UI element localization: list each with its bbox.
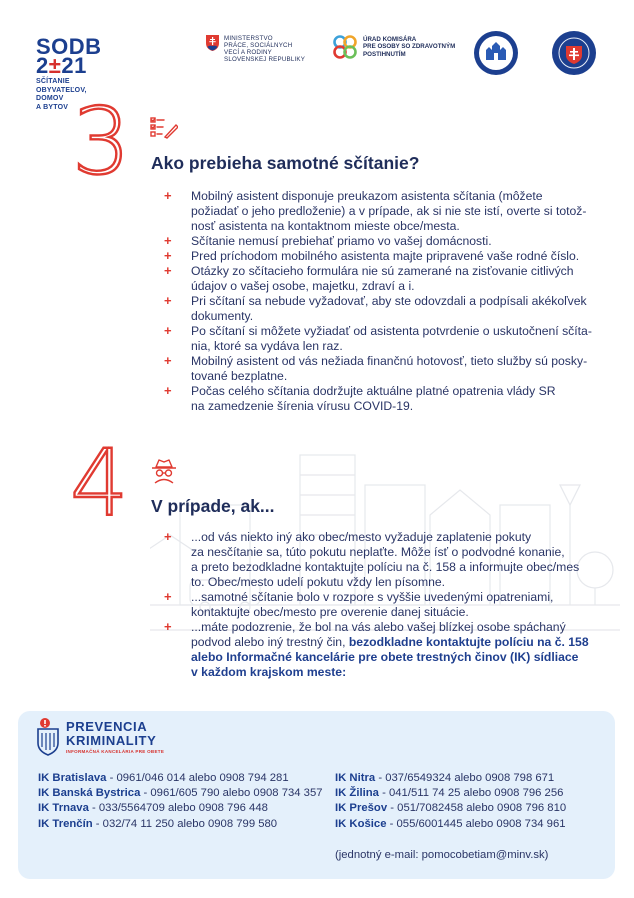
union-of-towns-seal — [473, 30, 519, 76]
sodb-sub-line: DOMOV — [36, 95, 64, 102]
spy-icon — [150, 458, 178, 484]
contact-email: (jednotný e-mail: pomocobetiam@minv.sk) — [335, 849, 549, 861]
section3-list — [191, 189, 596, 414]
section3-heading: Ako prebieha samotné sčítanie? — [151, 153, 420, 173]
prevention-shield-icon — [36, 717, 62, 757]
contact-row: IK Trnava - 033/5564709 alebo 0908 796 448 — [38, 802, 268, 815]
list-item: + ...samotné sčítanie bolo v rozpore s vyššie uvedenými opatreniami, kontaktujte obec/mesto pre overenie danej situácie. — [191, 590, 596, 620]
sodb-year-21: 21 — [61, 53, 87, 78]
sodb-sub-line: OBYVATEĽOV, — [36, 86, 87, 94]
contacts-left — [38, 771, 323, 832]
rings-icon — [331, 34, 359, 60]
list-item: + Pri sčítaní sa nebude vyžadovať, aby ste odovzdali a podpísali akékoľvek dokumenty. — [191, 294, 596, 324]
section4-heading: V prípade, ak... — [151, 496, 275, 516]
section-number-3: 3 — [72, 88, 131, 195]
contact-row: IK Trenčín - 032/74 11 250 alebo 0908 799 580 — [38, 817, 278, 830]
regional-seal — [551, 30, 597, 76]
sodb-year-2: 2 — [36, 53, 49, 78]
contact-row: IK Prešov - 051/7082458 alebo 0908 796 810 — [335, 802, 567, 815]
ministry-logo — [206, 35, 326, 63]
pk-title-1: PREVENCIA — [66, 719, 148, 734]
pk-title-2: KRIMINALITY — [66, 733, 157, 748]
contact-row: IK Žilina - 041/511 74 25 alebo 0908 796 256 — [335, 787, 564, 800]
section-number-4: 4 — [70, 430, 129, 537]
sodb-title: SODB — [36, 34, 102, 59]
list-item: + ...máte podozrenie, že bol na vás alebo vašej blízkej osobe spáchaný podvod alebo iný trestný čin, bezodkladne kontaktujte políciu na č. 158 alebo Informačné kancelárie pre obete trestných činov (IK) sídliace v každom krajskom meste: — [191, 620, 596, 680]
contact-row: IK Košice - 055/6001445 alebo 0908 734 961 — [335, 817, 566, 830]
contact-row: IK Bratislava - 0961/046 014 alebo 0908 794 281 — [38, 772, 289, 784]
list-item: + Mobilný asistent disponuje preukazom asistenta sčítania (môžete požiadať o jeho predloženie) a v prípade, ak si nie ste istí, overte si totož- nosť asistenta na kontaktnom mieste obce/mesta. — [191, 189, 596, 234]
list-item: + Mobilný asistent od vás nežiada finančnú hotovosť, tieto služby sú posky- tované bezplatne. — [191, 354, 596, 384]
contacts-right — [335, 771, 566, 832]
ministry-line: PRÁCE, SOCIÁLNYCH — [224, 42, 293, 49]
list-item: + Po sčítaní si môžete vyžiadať od asistenta potvrdenie o uskutočnení sčíta- nia, ktoré sa vydáva len raz. — [191, 324, 596, 354]
list-item: + Otázky zo sčítacieho formulára nie sú zamerané na zisťovanie citlivých údajov o vašej osobe, majetku, zdraví a i. — [191, 264, 596, 294]
list-item: + ...od vás niekto iný ako obec/mesto vyžaduje zaplatenie pokuty za nesčítanie sa, túto pokutu neplaťte. Môže ísť o podvodné konanie, a preto bezodkladne kontaktujte políciu na č. 158 a informujte obec/mes to. Obec/mesto udelí pokutu vždy len písomne. — [191, 530, 596, 590]
crime-prevention-logo — [36, 717, 164, 757]
checklist-pen-icon — [150, 117, 178, 139]
urad-line: PRE OSOBY SO ZDRAVOTNÝM — [363, 43, 456, 51]
commissioner-office-logo — [331, 34, 461, 60]
slovak-coat-of-arms-icon — [206, 35, 219, 51]
ministry-line: SLOVENSKEJ REPUBLIKY — [224, 56, 306, 63]
ministry-line: VECÍ A RODINY — [224, 49, 272, 56]
list-item: + Sčítanie nemusí prebiehať priamo vo vašej domácnosti. — [191, 234, 596, 249]
ministry-line: MINISTERSTVO — [224, 35, 273, 42]
list-item: + Pred príchodom mobilného asistenta majte pripravené vaše rodné číslo. — [191, 249, 596, 264]
list-item: + Počas celého sčítania dodržujte aktuálne platné opatrenia vlády SR na zamedzenie šírenia vírusu COVID-19. — [191, 384, 596, 414]
sodb-plusminus: ± — [48, 53, 62, 78]
pk-subtitle: INFORMAČNÁ KANCELÁRIA PRE OBETE — [66, 749, 165, 754]
sodb-sub-line: SČÍTANIE — [36, 78, 70, 85]
sodb-sub-line: A BYTOV — [36, 103, 69, 111]
contact-row: IK Banská Bystrica - 0961/605 790 alebo 0908 734 357 — [38, 787, 323, 800]
section4-list — [191, 530, 596, 680]
urad-line: ÚRAD KOMISÁRA — [363, 36, 417, 44]
contact-row: IK Nitra - 037/6549324 alebo 0908 798 671 — [335, 772, 555, 784]
urad-line: POSTIHNUTÍM — [363, 50, 406, 58]
